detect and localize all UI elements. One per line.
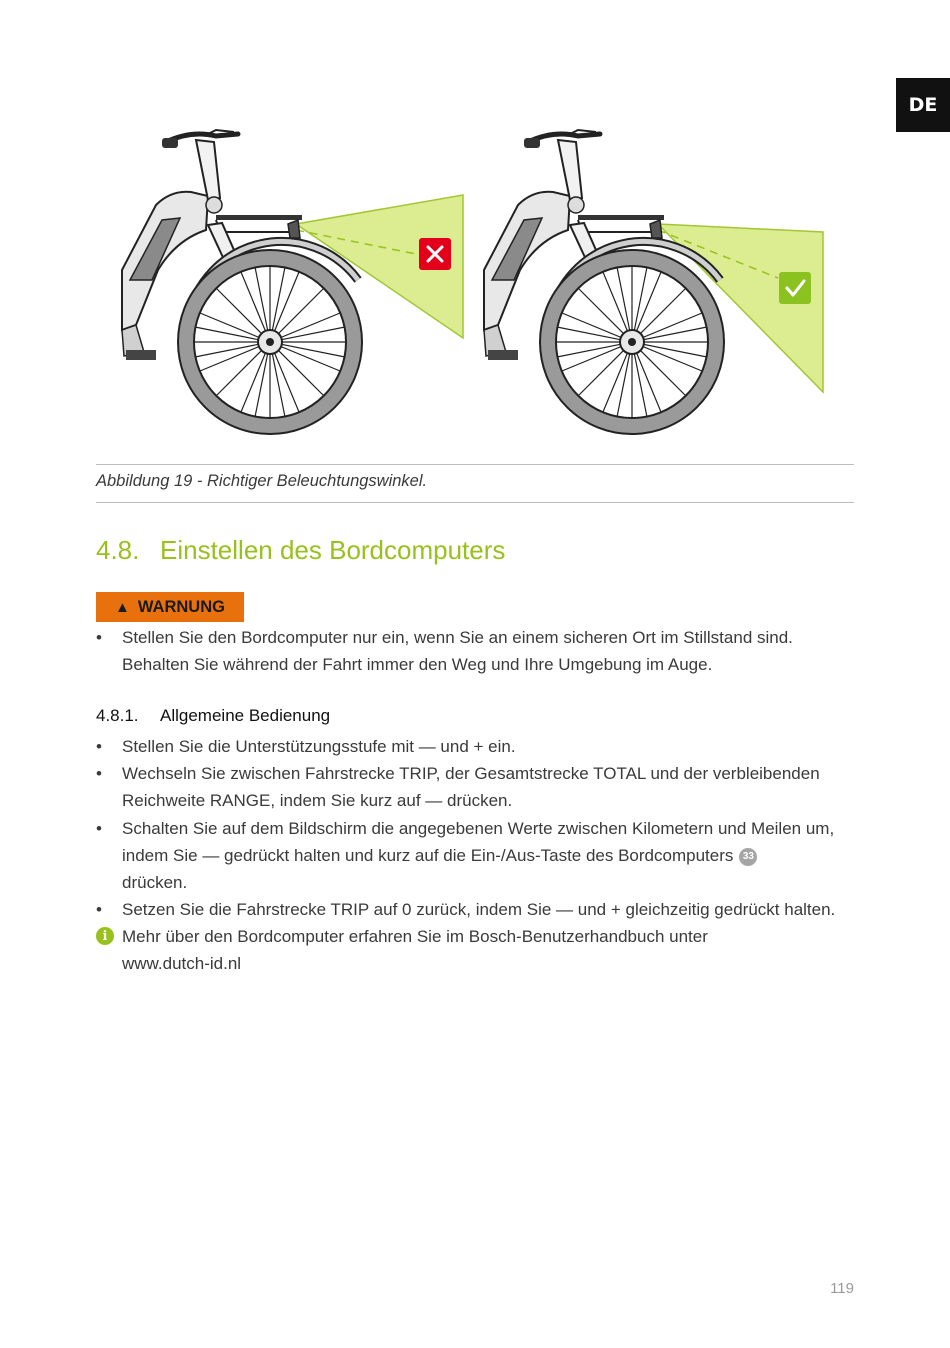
info-note [96,923,762,977]
component-number-badge: 33 [739,848,757,866]
list-item-text-main: Schalten Sie auf dem Bildschirm die angegebenen Werte zwischen Kilometern und Meilen um, indem Sie — gedrückt halten und kurz auf die Ein-/Aus-Taste des Bordcomputers [122,819,835,865]
subsection-title: Allgemeine Bedienung [160,706,331,725]
caption-rule-bottom [96,502,854,503]
check-icon [779,272,811,304]
bullet-icon: • [96,900,102,919]
info-text: Mehr über den Bordcomputer erfahren Sie im Bosch-Benutzerhandbuch unter www.dutch-id.nl [122,927,708,973]
warning-badge [96,592,244,622]
lighting-angle-figure [96,120,854,455]
list-item [96,815,862,896]
bike-wrong-angle-drawing [122,130,463,434]
warning-label: WARNUNG [137,597,225,616]
list-item-text [122,815,862,896]
info-icon: i [96,927,114,945]
subsection-number: 4.8.1. [96,706,139,725]
subsection-heading [96,706,330,726]
section-heading [96,535,505,566]
list-item-text-tail: drücken. [122,873,188,892]
list-item-text: Stellen Sie die Unterstützungsstufe mit — und + ein. [122,737,516,756]
bullet-icon: • [96,819,102,838]
figure-caption: Abbildung 19 - Richtiger Beleuchtungswinkel. [96,472,428,490]
bike-correct-angle-drawing [484,130,823,434]
warning-icon: ▲ [115,598,130,616]
page-number: 119 [830,1280,854,1297]
list-item-text: Wechseln Sie zwischen Fahrstrecke TRIP, der Gesamtstrecke TOTAL und der verbleibenden Reichweite RANGE, indem Sie kurz auf — drücken. [122,764,820,810]
cross-icon [419,238,451,270]
list-item [96,896,862,923]
language-tab: DE [896,78,950,132]
list-item-text: Setzen Sie die Fahrstrecke TRIP auf 0 zurück, indem Sie — und + gleichzeitig gedrückt halten. [122,900,836,919]
warning-text: Stellen Sie den Bordcomputer nur ein, wenn Sie an einem sicheren Ort im Stillstand sind. Behalten Sie während der Fahrt immer den Weg und Ihre Umgebung im Auge. [122,628,793,674]
section-number: 4.8. [96,535,140,565]
bullet-icon: • [96,628,102,647]
list-item [96,733,862,760]
bullet-icon: • [96,764,102,783]
section-title: Einstellen des Bordcomputers [160,535,506,565]
list-item [96,760,862,814]
warning-text-item [96,624,862,678]
caption-rule-top [96,464,854,465]
bullet-icon: • [96,737,102,756]
